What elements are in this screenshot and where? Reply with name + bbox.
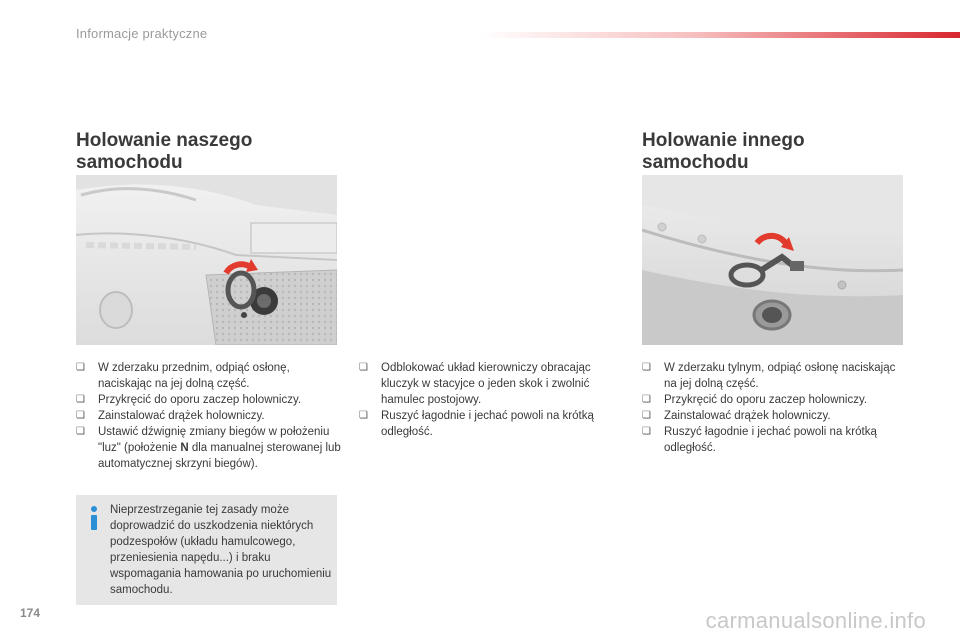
header-accent-bar bbox=[480, 32, 960, 38]
header-title: Informacje praktyczne bbox=[76, 26, 208, 41]
list-item: ❏ Ruszyć łagodnie i jechać powoli na krótką odległość. bbox=[359, 410, 594, 438]
checkbox-icon: ❏ bbox=[642, 410, 651, 421]
heading-towing-own-vehicle: Holowanie naszego samochodu bbox=[76, 130, 253, 173]
info-note-text: Nieprzestrzeganie tej zasady może doprowadzić do uszkodzenia niektórych podzespołów (układu hamulcowego, przeniesienia napędu...) i braku wspomagania hamowania po uruchomieniu samochodu. bbox=[110, 504, 332, 596]
rear-bumper-illustration bbox=[642, 175, 903, 345]
middle-instructions-list bbox=[359, 360, 624, 440]
info-icon bbox=[86, 505, 102, 531]
list-item: ❏ W zderzaku tylnym, odpiąć osłonę naciskając na jej dolną część. bbox=[642, 362, 896, 390]
checkbox-icon: ❏ bbox=[642, 426, 651, 437]
checkbox-icon: ❏ bbox=[359, 410, 368, 421]
checkbox-icon: ❏ bbox=[76, 410, 85, 421]
front-bumper-illustration bbox=[76, 175, 337, 345]
list-item: ❏ W zderzaku przednim, odpiąć osłonę, naciskając na jej dolną część. bbox=[76, 362, 290, 390]
checkbox-icon: ❏ bbox=[76, 394, 85, 405]
checkbox-icon: ❏ bbox=[359, 362, 368, 373]
page-number: 174 bbox=[20, 606, 41, 620]
checkbox-icon: ❏ bbox=[642, 394, 651, 405]
info-note-box bbox=[76, 495, 337, 605]
checkbox-icon: ❏ bbox=[76, 362, 85, 373]
checkbox-icon: ❏ bbox=[642, 362, 651, 373]
left-instructions-list bbox=[76, 360, 341, 472]
list-item: ❏ Przykręcić do oporu zaczep holowniczy. bbox=[76, 394, 302, 406]
list-item: ❏ Przykręcić do oporu zaczep holowniczy. bbox=[642, 394, 868, 406]
list-item: ❏ Odblokować układ kierowniczy obracając kluczyk w stacyjce o jeden skok i zwolnić hamulec postojowy. bbox=[359, 362, 591, 406]
list-item: ❏ Ruszyć łagodnie i jechać powoli na krótką odległość. bbox=[642, 426, 877, 454]
list-item: ❏ Zainstalować drążek holowniczy. bbox=[76, 410, 265, 422]
checkbox-icon: ❏ bbox=[76, 426, 85, 437]
right-instructions-list bbox=[642, 360, 907, 456]
list-item: ❏ Zainstalować drążek holowniczy. bbox=[642, 410, 831, 422]
list-item: ❏ Ustawić dźwignię zmiany biegów w położeniu "luz" (położenie N dla manualnej sterowanej lub automatycznej skrzyni biegów). bbox=[76, 426, 341, 470]
watermark: carmanualsonline.info bbox=[705, 608, 926, 633]
heading-towing-other-vehicle: Holowanie innego samochodu bbox=[642, 130, 805, 173]
